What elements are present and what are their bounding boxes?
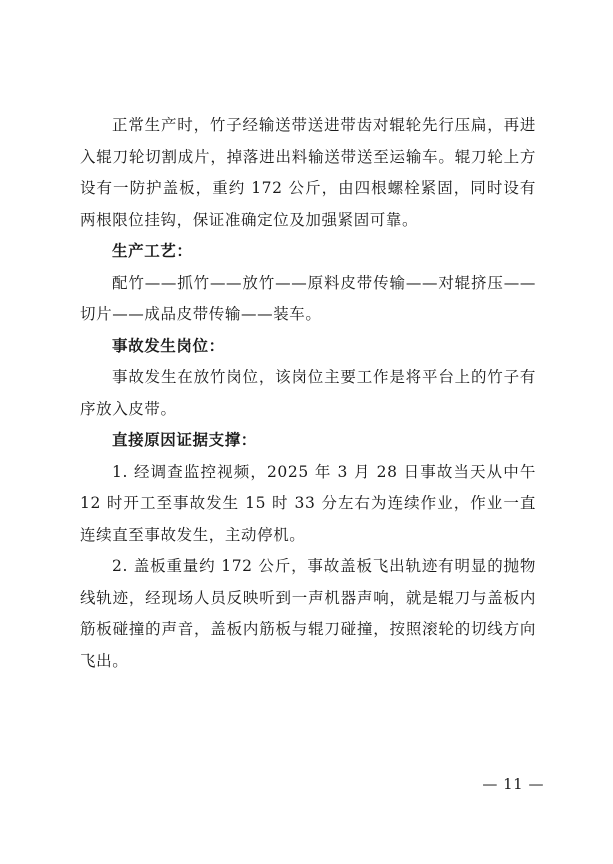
document-body (80, 110, 536, 677)
heading-accident-post: 事故发生岗位： (112, 336, 225, 355)
paragraph-evidence-item-2: 2. 盖板重量约 172 公斤，事故盖板飞出轨迹有明显的抛物线轨迹，经现场人员反映听到一声机器声响，就是辊刀与盖板内筋板碰撞的声音，盖板内筋板与辊刀碰撞，按照滚轮的切线方向飞出。 (80, 557, 536, 670)
heading-direct-cause-evidence: 直接原因证据支撑： (112, 431, 257, 449)
paragraph-production-steps: 配竹——抓竹——放竹——原料皮带传输——对辊挤压——切片——成品皮带传输——装车。 (80, 273, 536, 323)
paragraph-production-process-description: 正常生产时，竹子经输送带送进带齿对辊轮先行压扁，再进入辊刀轮切割成片，掉落进出料输送带送至运输车。辊刀轮上方设有一防护盖板，重约 172 公斤，由四根螺栓紧固，同时设有两根限位挂钩，保证准确定位及加强紧固可靠。 (80, 116, 536, 229)
paragraph-evidence-item-1: 1. 经调查监控视频，2025 年 3 月 28 日事故当天从中午 12 时开工至事故发生 15 时 33 分左右为连续作业，作业一直连续直至事故发生，主动停机。 (80, 462, 536, 544)
page-number: — 11 — (482, 775, 544, 793)
paragraph-accident-post-description: 事故发生在放竹岗位，该岗位主要工作是将平台上的竹子有序放入皮带。 (80, 368, 536, 418)
heading-production-technology: 生产工艺： (112, 242, 193, 260)
